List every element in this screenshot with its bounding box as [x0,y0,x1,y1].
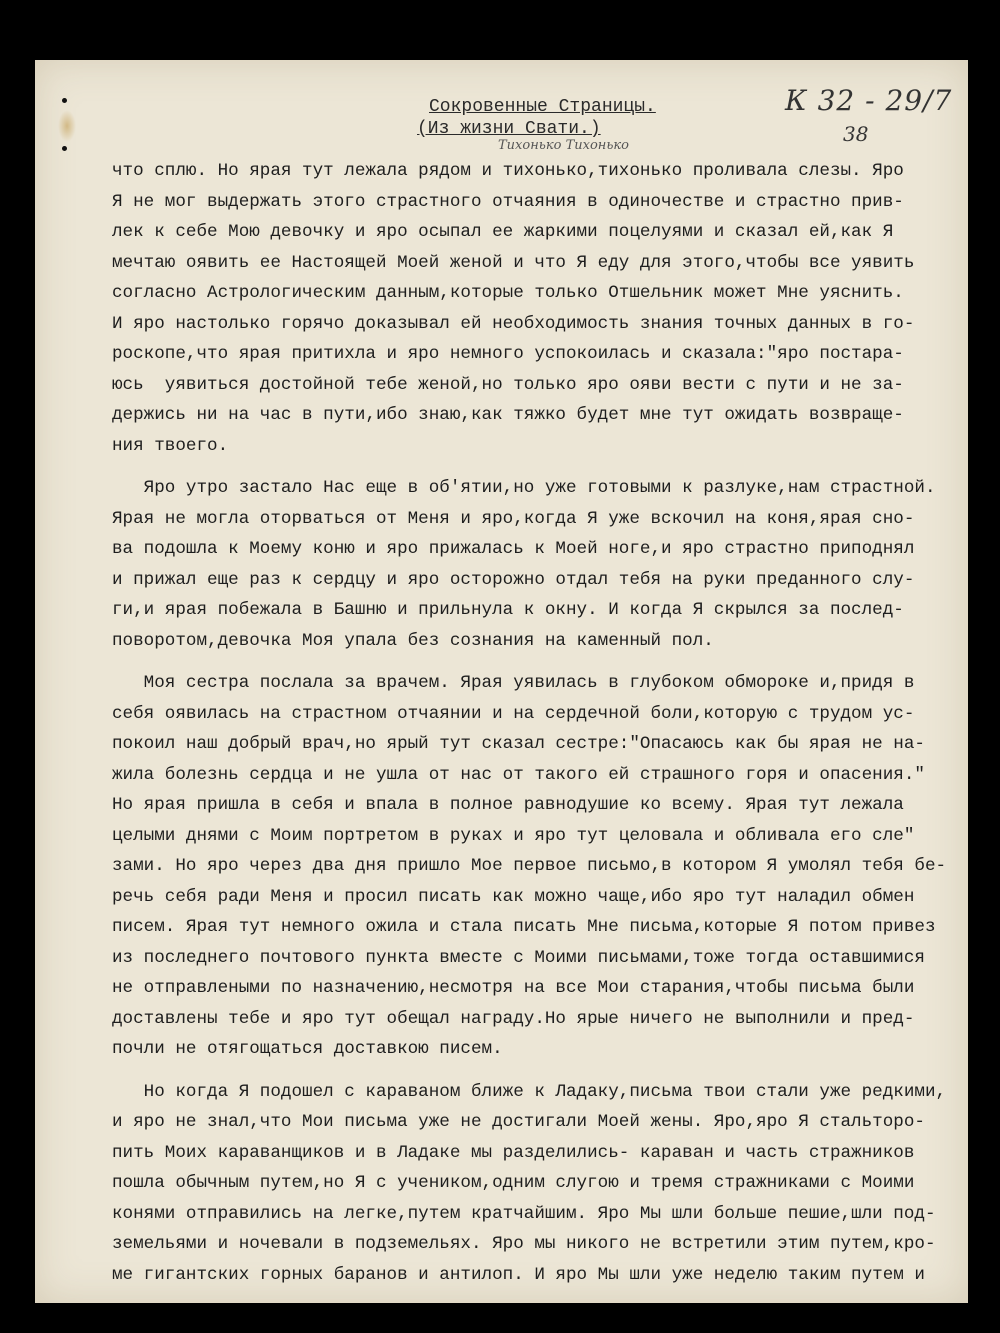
text-line: мечтаю оявить ее Настоящей Моей женой и что Я еду для этого,чтобы все уявить [112,252,915,273]
text-line: держись ни на час в пути,ибо знаю,как тяжко будет мне тут ожидать возвраще- [112,405,904,425]
text-line: роскопе,что ярая притихла и яро немного успокоилась и сказала:"яро постара- [112,344,904,364]
page-number: 38 [843,122,869,146]
margin-dot [62,98,67,103]
text-line: ва подошла к Моему коню и яро прижалась к Моей ноге,и яро страстно приподнял [112,539,915,559]
paragraph [112,1077,947,1291]
text-line: ния твоего. [112,435,229,456]
paragraph [112,156,942,461]
text-line: из последнего почтового пункта вместе с Моими письмами,тоже тогда оставшимися [112,947,925,968]
text-line: земельями и ночевали в подземельях. Яро мы никого не встретили этим путем,кро- [112,1234,936,1254]
text-line: пить Моих караванщиков и в Ладаке мы разделились- караван и часть стражников [112,1142,915,1163]
text-line: конями отправились на легке,путем кратчайшим. Яро Мы шли больше пешие,шли под- [112,1203,936,1224]
paper-stain [58,110,76,142]
text-line: согласно Астрологическим данным,которые только Отшельник может Мне уяснить. [112,283,904,303]
text-line: не отправлеными по назначению,несмотря на все Мои старания,чтобы письма были [112,978,915,998]
document-body [112,156,947,1302]
text-line: лек к себе Мою девочку и яро осыпал ее жаркими поцелуями и сказал ей,как Я [112,222,894,242]
title-line-2: (Из жизни Свати.) [417,119,601,139]
text-line: Но когда Я подошел с караваном ближе к Ладаку,письма твои стали уже редкими, [112,1081,947,1102]
title-line-1: Сокровенные Страницы. [429,97,656,117]
text-line: речь себя ради Меня и просил писать как можно чаще,ибо яро тут наладил обмен [112,886,915,907]
text-line: зами. Но яро через два дня пришло Мое первое письмо,в котором Я умолял тебя бе- [112,856,947,876]
text-line: поворотом,девочка Моя упала без сознания на каменный пол. [112,630,714,651]
paragraph [112,668,947,1065]
text-line: целыми днями с Моим портретом в руках и яро тут целовала и обливала его сле" [112,825,915,846]
text-line: писем. Ярая тут немного ожила и стала писать Мне письма,которые Я потом привез [112,917,936,937]
text-line: и прижал еще раз к сердцу и яро осторожно отдал тебя на руки преданного слу- [112,569,915,590]
text-line: доставлены тебе и яро тут обещал награду.Но ярые ничего не выполнили и пред- [112,1008,915,1029]
text-line: Я не мог выдержать этого страстного отчаяния в одиночестве и страстно прив- [112,191,904,212]
paragraph [112,473,942,656]
handwritten-note: Тихонько Тихонько [498,138,629,153]
text-line: что сплю. Но ярая тут лежала рядом и тихонько,тихонько проливала слезы. Яро [112,161,904,181]
text-line: Ярая не могла оторваться от Меня и яро,когда Я уже вскочил на коня,ярая сно- [112,508,915,529]
text-line: Яро утро застало Нас еще в об'ятии,но уже готовыми к разлуке,нам страстной. [112,478,936,498]
text-line: Но ярая пришла в себя и впала в полное равнодушие ко всему. Ярая тут лежала [112,795,904,815]
archive-code: К 32 - 29/7 [785,84,953,117]
text-line: ги,и ярая побежала в Башню и прильнула к окну. И когда Я скрылся за послед- [112,600,904,620]
text-line: Моя сестра послала за врачем. Ярая уявилась в глубоком обмороке и,придя в [112,673,915,693]
text-line: жила болезнь сердца и не ушла от нас от такого ей страшного горя и опасения." [112,764,925,785]
document-title [389,96,689,140]
text-line: почли не отягощаться доставкою писем. [112,1039,503,1059]
text-line: покоил наш добрый врач,но ярый тут сказал сестре:"Опасаюсь как бы ярая не на- [112,734,925,754]
text-line: себя оявилась на страстном отчаянии и на сердечной боли,которую с трудом ус- [112,703,915,724]
text-line: ме гигантских горных баранов и антилоп. И яро Мы шли уже неделю таким путем и [112,1264,925,1285]
text-line: И яро настолько горячо доказывал ей необходимость знания точных данных в го- [112,313,915,334]
text-line: и яро не знал,что Мои письма уже не достигали Моей жены. Яро,яро Я стальторо- [112,1112,925,1132]
text-line: юсь уявиться достойной тебе женой,но только яро ояви вести с пути и не за- [112,374,904,395]
margin-dot [62,146,67,151]
text-line: пошла обычным путем,но Я с учеником,одним слугою и тремя стражниками с Моими [112,1173,915,1193]
